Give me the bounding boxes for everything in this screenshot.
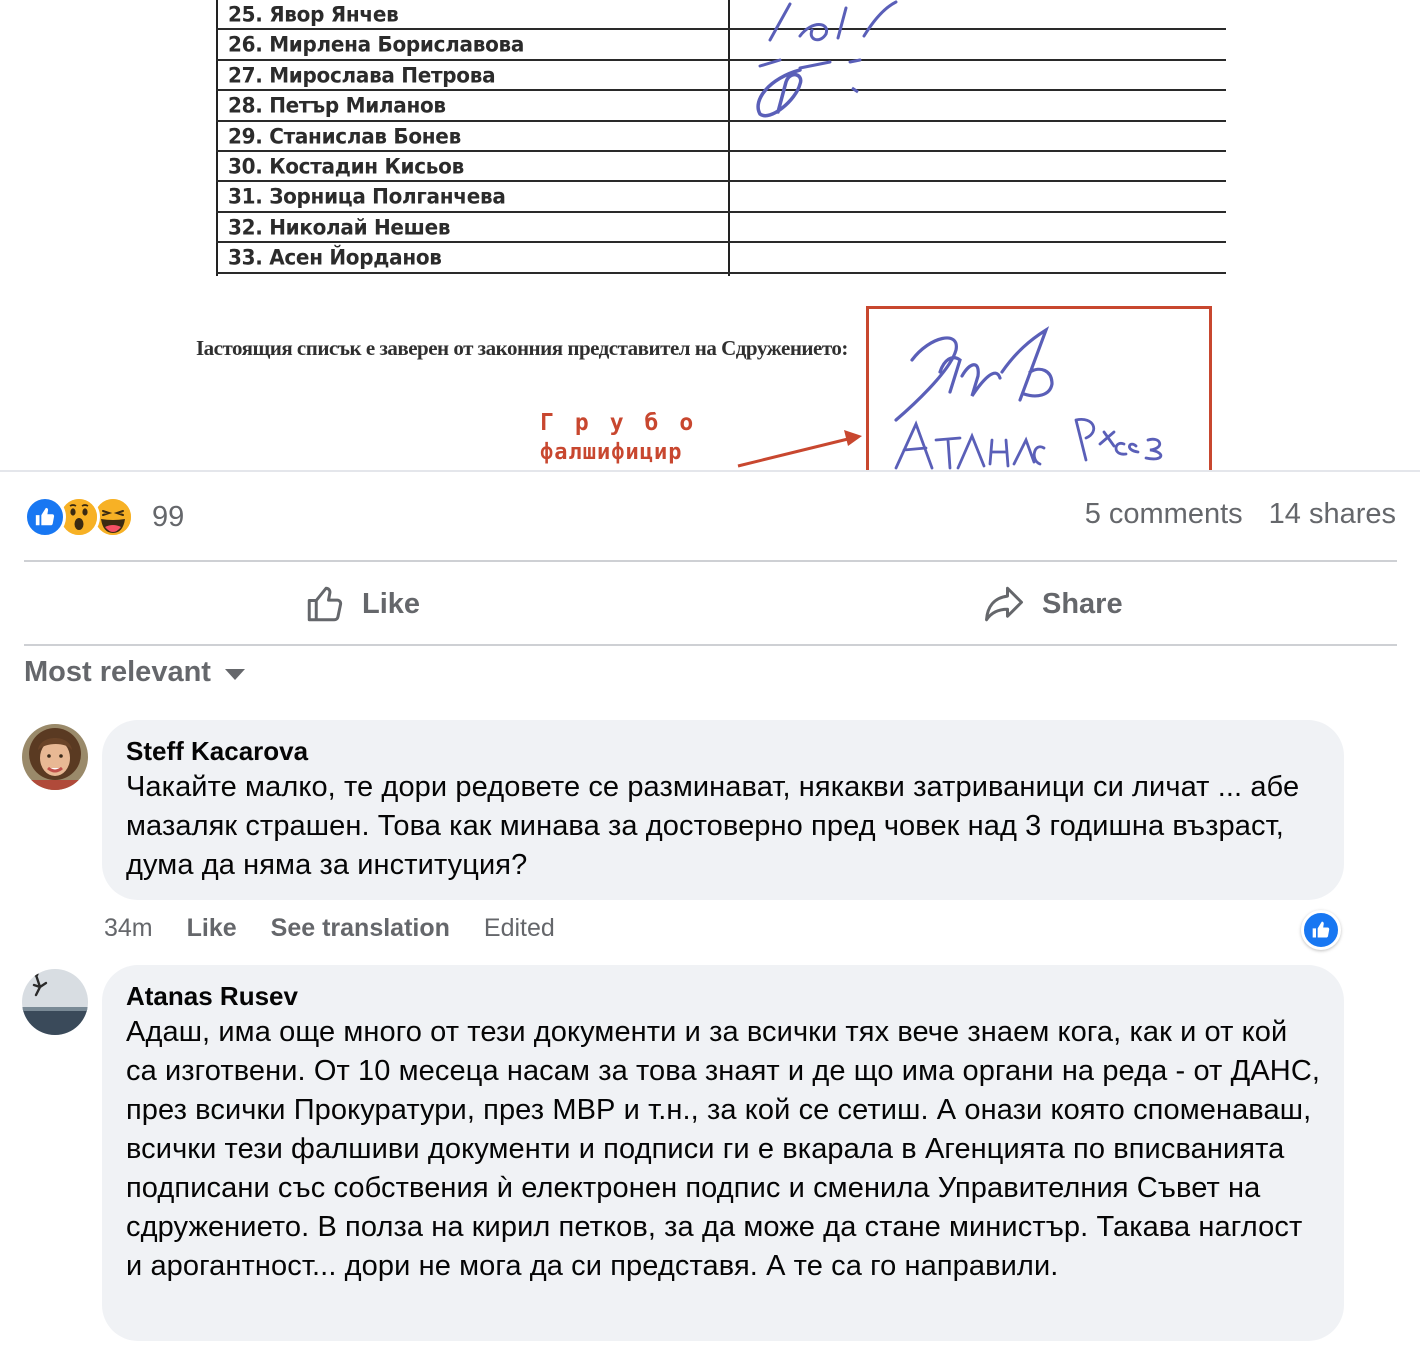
share-button[interactable]	[982, 578, 1123, 630]
forgery-annotation: Грубо фалшифицир	[540, 410, 715, 465]
reactions-summary[interactable]	[24, 494, 184, 540]
avatar[interactable]	[22, 969, 88, 1035]
post-stats	[1085, 498, 1396, 531]
like-button[interactable]	[304, 578, 420, 630]
table-row: 31. Зорница Полганчева	[216, 182, 1226, 212]
comment-like-button[interactable]: Like	[186, 914, 237, 942]
table-row: 32. Николай Нешев	[216, 213, 1226, 243]
avatar[interactable]	[22, 724, 88, 790]
caret-down-icon	[225, 669, 245, 680]
reaction-count: 99	[152, 500, 185, 533]
handwriting-marks	[0, 0, 1420, 472]
comment-sort-dropdown[interactable]	[24, 656, 245, 689]
table-row: 30. Костадин Кисьов	[216, 152, 1226, 182]
table-row: 33. Асен Йорданов	[216, 243, 1226, 273]
comment-author-link[interactable]: Steff Kacarova	[126, 736, 309, 766]
comment-like-badge-icon[interactable]	[1301, 910, 1341, 950]
shares-count-link[interactable]: 14 shares	[1268, 498, 1396, 530]
like-reaction-icon	[24, 496, 66, 538]
edited-label[interactable]: Edited	[483, 914, 555, 942]
share-button-label: Share	[1042, 587, 1123, 620]
table-row: 27. Мирослава Петрова	[216, 61, 1226, 91]
comment-text: Адаш, има още много от тези документи и за всички тях вече знаем кога, как и от кой са изготвени. От 10 месеца насам за това знаят и де що има органи на реда - от ДАНС, през всички Прокуратури, през МВР и т.н., за кой се сетиш. А онази която споменаваш, всички тези фалшиви документи и подписи ги е вкарала в Агенцията по вписванията подписани със собствения ѝ електронен подпис и сменила Управителния Съвет на сдружението. В полза на кирил петков, за да може да стане министър. Такава наглост и арогантност... дори не мога да си представя. А те са го направили.	[126, 1016, 1321, 1282]
comment-bubble	[102, 720, 1344, 900]
comment-text: Чакайте малко, те дори редовете се разминават, някакви затриваници си личат ... абе мазаляк страшен. Това как минава за достоверно пред човек над 3 годишна възраст, дума да няма за институция?	[126, 771, 1300, 881]
share-arrow-icon	[982, 583, 1026, 625]
comment-author-link[interactable]: Atanas Rusev	[126, 981, 298, 1011]
post-image[interactable]	[0, 0, 1420, 472]
like-button-label: Like	[362, 587, 421, 620]
divider	[24, 644, 1397, 646]
table-row: 26. Мирлена Бориславова	[216, 30, 1226, 60]
table-row: 25. Явор Янчев	[216, 0, 1226, 30]
comment-bubble	[102, 965, 1344, 1341]
table-row: 28. Петър Миланов	[216, 91, 1226, 121]
table-row: 29. Станислав Бонев	[216, 122, 1226, 152]
see-translation-button[interactable]: See translation	[270, 914, 450, 942]
sort-label: Most relevant	[24, 656, 211, 688]
thumbs-up-icon	[304, 583, 346, 625]
comments-count-link[interactable]: 5 comments	[1084, 498, 1243, 530]
divider	[24, 560, 1397, 562]
comment-timestamp[interactable]: 34m	[104, 914, 153, 942]
certification-text: Iастоящия списък е заверен от законния представител на Сдружението:	[196, 336, 848, 360]
comment-actions	[104, 914, 555, 943]
